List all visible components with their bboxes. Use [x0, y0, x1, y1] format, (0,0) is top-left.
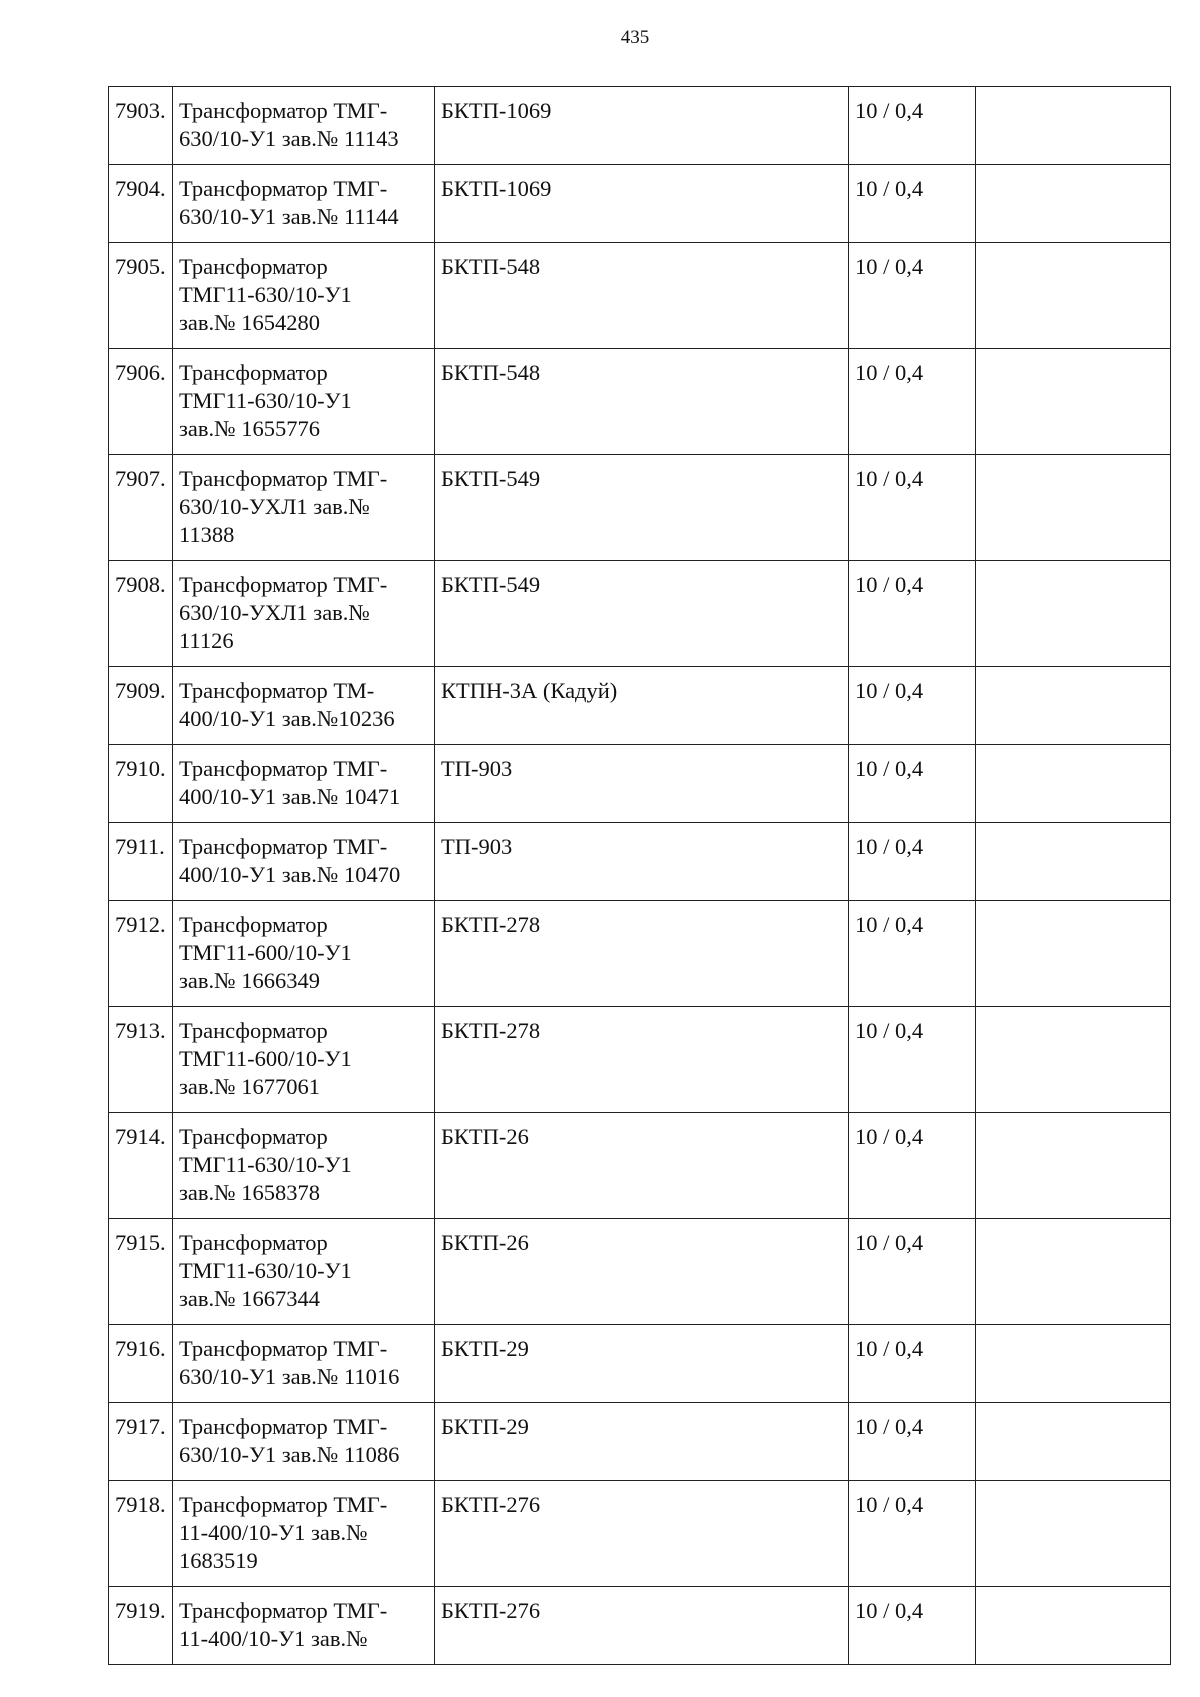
equipment-name-line: Трансформатор	[179, 254, 328, 279]
row-number-cell: 7905.	[109, 243, 173, 349]
equipment-name-line: зав.№ 1654280	[179, 310, 320, 335]
location-cell: БКТП-1069	[435, 87, 849, 165]
location-cell: ТП-903	[435, 745, 849, 823]
table-row	[109, 1219, 1171, 1325]
note-cell	[976, 901, 1171, 1007]
voltage-cell: 10 / 0,4	[849, 901, 976, 1007]
table-row	[109, 1403, 1171, 1481]
table-row	[109, 901, 1171, 1007]
voltage-cell: 10 / 0,4	[849, 823, 976, 901]
table-row	[109, 243, 1171, 349]
row-number-cell: 7915.	[109, 1219, 173, 1325]
equipment-name-cell	[173, 1481, 435, 1587]
note-cell	[976, 1403, 1171, 1481]
row-number-cell: 7914.	[109, 1113, 173, 1219]
equipment-name-cell	[173, 667, 435, 745]
location-cell: КТПН-3А (Кадуй)	[435, 667, 849, 745]
table-row	[109, 349, 1171, 455]
equipment-name-line: Трансформатор	[179, 912, 328, 937]
location-cell: БКТП-26	[435, 1219, 849, 1325]
equipment-name-line: ТМГ11-630/10-У1	[179, 388, 352, 413]
location-cell: БКТП-276	[435, 1481, 849, 1587]
location-cell: БКТП-276	[435, 1587, 849, 1665]
location-cell: БКТП-548	[435, 243, 849, 349]
table-row	[109, 561, 1171, 667]
equipment-name-cell	[173, 823, 435, 901]
equipment-name-cell	[173, 901, 435, 1007]
voltage-cell: 10 / 0,4	[849, 1219, 976, 1325]
note-cell	[976, 1587, 1171, 1665]
row-number-cell: 7918.	[109, 1481, 173, 1587]
table-row	[109, 667, 1171, 745]
equipment-name-line: 400/10-У1 зав.№ 10471	[179, 784, 401, 809]
equipment-name-line: зав.№ 1677061	[179, 1074, 320, 1099]
table-row	[109, 823, 1171, 901]
row-number-cell: 7912.	[109, 901, 173, 1007]
location-cell: БКТП-549	[435, 455, 849, 561]
equipment-name-line: зав.№ 1666349	[179, 968, 320, 993]
voltage-cell: 10 / 0,4	[849, 349, 976, 455]
voltage-cell: 10 / 0,4	[849, 455, 976, 561]
equipment-name-line: Трансформатор ТМГ-	[179, 466, 388, 491]
table-row	[109, 1481, 1171, 1587]
note-cell	[976, 667, 1171, 745]
voltage-cell: 10 / 0,4	[849, 1325, 976, 1403]
equipment-name-line: Трансформатор ТМГ-	[179, 834, 388, 859]
equipment-name-line: 630/10-У1 зав.№ 11144	[179, 204, 399, 229]
equipment-name-line: ТМГ11-630/10-У1	[179, 282, 352, 307]
location-cell: БКТП-1069	[435, 165, 849, 243]
table-row	[109, 1325, 1171, 1403]
voltage-cell: 10 / 0,4	[849, 667, 976, 745]
voltage-cell: 10 / 0,4	[849, 1007, 976, 1113]
equipment-name-cell	[173, 87, 435, 165]
equipment-name-line: Трансформатор	[179, 1018, 328, 1043]
note-cell	[976, 1219, 1171, 1325]
note-cell	[976, 87, 1171, 165]
table-row	[109, 455, 1171, 561]
equipment-name-cell	[173, 1113, 435, 1219]
row-number-cell: 7909.	[109, 667, 173, 745]
equipment-name-line: зав.№ 1667344	[179, 1286, 320, 1311]
equipment-table-body	[109, 87, 1171, 1665]
equipment-name-line: 630/10-У1 зав.№ 11086	[179, 1442, 400, 1467]
equipment-name-cell	[173, 349, 435, 455]
note-cell	[976, 1325, 1171, 1403]
equipment-name-line: ТМГ11-630/10-У1	[179, 1258, 352, 1283]
equipment-name-line: 630/10-УХЛ1 зав.№	[179, 494, 370, 519]
equipment-name-line: 11-400/10-У1 зав.№	[179, 1626, 368, 1651]
equipment-name-line: 11-400/10-У1 зав.№	[179, 1520, 368, 1545]
equipment-table	[108, 86, 1171, 1665]
equipment-name-line: ТМГ11-600/10-У1	[179, 940, 352, 965]
equipment-name-line: 630/10-У1 зав.№ 11016	[179, 1364, 400, 1389]
equipment-name-line: Трансформатор ТМГ-	[179, 98, 388, 123]
equipment-name-line: Трансформатор ТМГ-	[179, 1598, 388, 1623]
row-number-cell: 7919.	[109, 1587, 173, 1665]
row-number-cell: 7907.	[109, 455, 173, 561]
table-row	[109, 1587, 1171, 1665]
table-row	[109, 165, 1171, 243]
equipment-name-line: Трансформатор	[179, 360, 328, 385]
voltage-cell: 10 / 0,4	[849, 1481, 976, 1587]
table-row	[109, 1007, 1171, 1113]
equipment-name-line: ТМГ11-600/10-У1	[179, 1046, 352, 1071]
equipment-name-line: 11388	[179, 522, 235, 547]
equipment-name-cell	[173, 1219, 435, 1325]
location-cell: БКТП-278	[435, 901, 849, 1007]
equipment-name-cell	[173, 165, 435, 243]
note-cell	[976, 1007, 1171, 1113]
row-number-cell: 7904.	[109, 165, 173, 243]
voltage-cell: 10 / 0,4	[849, 745, 976, 823]
equipment-name-cell	[173, 1325, 435, 1403]
note-cell	[976, 823, 1171, 901]
row-number-cell: 7916.	[109, 1325, 173, 1403]
equipment-name-cell	[173, 745, 435, 823]
row-number-cell: 7903.	[109, 87, 173, 165]
note-cell	[976, 165, 1171, 243]
equipment-name-line: 400/10-У1 зав.№ 10470	[179, 862, 401, 887]
equipment-name-line: ТМГ11-630/10-У1	[179, 1152, 352, 1177]
equipment-name-line: Трансформатор ТМ-	[179, 678, 375, 703]
row-number-cell: 7911.	[109, 823, 173, 901]
page-number: 435	[620, 27, 650, 48]
equipment-name-cell	[173, 455, 435, 561]
equipment-name-cell	[173, 1007, 435, 1113]
note-cell	[976, 561, 1171, 667]
location-cell: БКТП-29	[435, 1403, 849, 1481]
row-number-cell: 7908.	[109, 561, 173, 667]
equipment-name-line: Трансформатор ТМГ-	[179, 1336, 388, 1361]
equipment-name-line: зав.№ 1655776	[179, 416, 320, 441]
voltage-cell: 10 / 0,4	[849, 87, 976, 165]
equipment-name-line: 400/10-У1 зав.№10236	[179, 706, 395, 731]
row-number-cell: 7910.	[109, 745, 173, 823]
equipment-name-line: Трансформатор	[179, 1124, 328, 1149]
table-row	[109, 745, 1171, 823]
voltage-cell: 10 / 0,4	[849, 561, 976, 667]
row-number-cell: 7913.	[109, 1007, 173, 1113]
note-cell	[976, 455, 1171, 561]
equipment-name-cell	[173, 561, 435, 667]
equipment-name-line: Трансформатор ТМГ-	[179, 176, 388, 201]
voltage-cell: 10 / 0,4	[849, 1113, 976, 1219]
equipment-name-line: 630/10-УХЛ1 зав.№	[179, 600, 370, 625]
voltage-cell: 10 / 0,4	[849, 1587, 976, 1665]
table-row	[109, 1113, 1171, 1219]
note-cell	[976, 1113, 1171, 1219]
equipment-name-line: Трансформатор ТМГ-	[179, 756, 388, 781]
equipment-name-cell	[173, 243, 435, 349]
note-cell	[976, 349, 1171, 455]
location-cell: БКТП-26	[435, 1113, 849, 1219]
note-cell	[976, 243, 1171, 349]
voltage-cell: 10 / 0,4	[849, 165, 976, 243]
equipment-name-line: Трансформатор	[179, 1230, 328, 1255]
equipment-name-line: 11126	[179, 628, 234, 653]
row-number-cell: 7906.	[109, 349, 173, 455]
equipment-name-cell	[173, 1403, 435, 1481]
location-cell: БКТП-549	[435, 561, 849, 667]
equipment-name-line: Трансформатор ТМГ-	[179, 572, 388, 597]
location-cell: БКТП-278	[435, 1007, 849, 1113]
voltage-cell: 10 / 0,4	[849, 1403, 976, 1481]
equipment-name-line: 630/10-У1 зав.№ 11143	[179, 126, 399, 151]
equipment-name-cell	[173, 1587, 435, 1665]
note-cell	[976, 745, 1171, 823]
table-row	[109, 87, 1171, 165]
equipment-name-line: 1683519	[179, 1548, 258, 1573]
note-cell	[976, 1481, 1171, 1587]
location-cell: БКТП-548	[435, 349, 849, 455]
equipment-name-line: Трансформатор ТМГ-	[179, 1492, 388, 1517]
equipment-name-line: зав.№ 1658378	[179, 1180, 320, 1205]
location-cell: БКТП-29	[435, 1325, 849, 1403]
location-cell: ТП-903	[435, 823, 849, 901]
row-number-cell: 7917.	[109, 1403, 173, 1481]
voltage-cell: 10 / 0,4	[849, 243, 976, 349]
equipment-name-line: Трансформатор ТМГ-	[179, 1414, 388, 1439]
